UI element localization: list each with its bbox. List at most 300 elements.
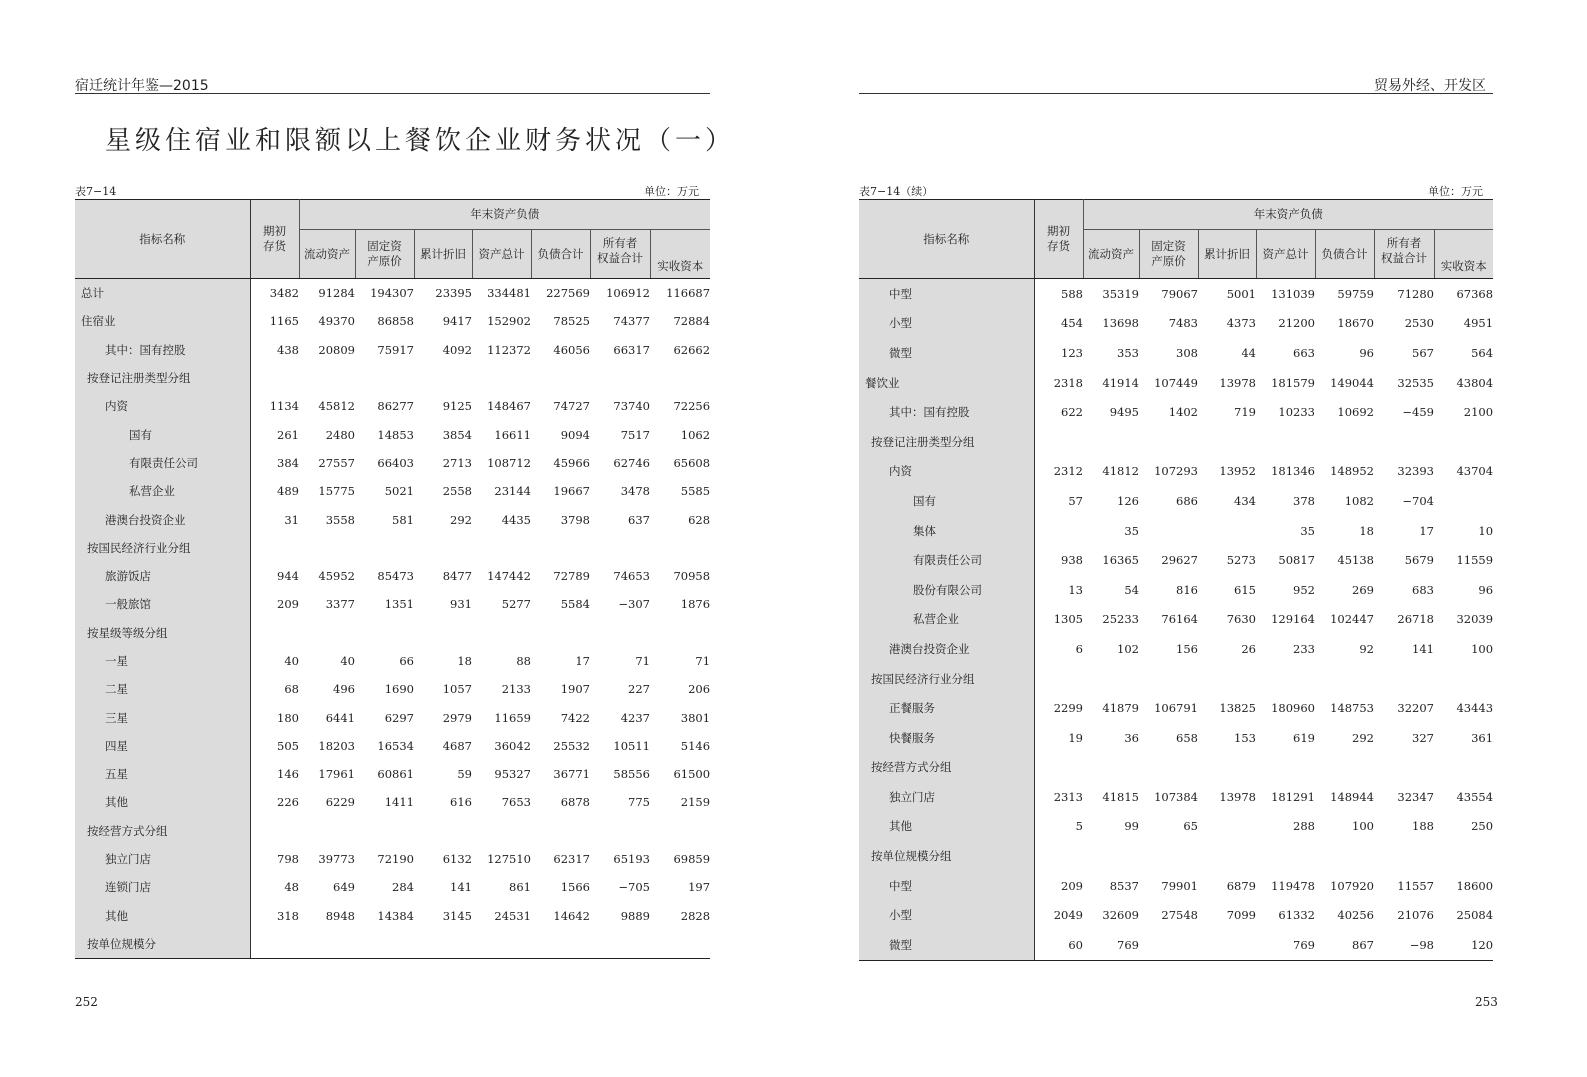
cell-value: 57	[1068, 493, 1083, 508]
cell-value: 628	[688, 512, 711, 527]
cell-value	[1374, 427, 1434, 457]
cell-value: 7653	[501, 795, 531, 810]
cell-value	[472, 817, 531, 845]
cell-value: 65	[1183, 819, 1198, 834]
cell-value	[299, 817, 355, 845]
table-body-right	[859, 279, 1493, 961]
cell-value: 35319	[1102, 286, 1139, 301]
cell-value: 91284	[318, 286, 355, 301]
col-name-header-right: 指标名称	[859, 200, 1034, 279]
page-number-left: 252	[75, 995, 98, 1009]
cell-value: 1062	[680, 427, 711, 442]
cell-value: 131039	[1271, 286, 1315, 301]
col-depr-header: 累计折旧	[414, 230, 472, 279]
row-label: 总计	[75, 279, 250, 308]
cell-value: 23144	[494, 484, 531, 499]
cell-value	[1034, 841, 1083, 871]
cell-value: 50817	[1278, 553, 1315, 568]
cell-value	[1374, 664, 1434, 694]
cell-value	[531, 534, 590, 562]
cell-value: 181291	[1271, 789, 1315, 804]
cell-value	[299, 619, 355, 647]
cell-value	[1374, 753, 1434, 783]
cell-value: 11559	[1456, 553, 1494, 568]
cell-value: −307	[618, 597, 650, 612]
row-label: 按经营方式分组	[859, 753, 1034, 783]
cell-value: 7517	[620, 427, 650, 442]
cell-value: 27557	[318, 455, 355, 470]
cell-value: 27548	[1161, 908, 1198, 923]
cell-value: 126	[1117, 493, 1139, 508]
cell-value: 17	[575, 654, 590, 668]
row-label: 三星	[75, 703, 250, 731]
cell-value: 250	[1471, 819, 1494, 834]
cell-value	[1198, 812, 1256, 842]
col-liab-header-right: 负债合计	[1315, 230, 1374, 279]
table-row	[75, 336, 710, 364]
cell-value: 9094	[560, 427, 590, 442]
cell-value: 31	[284, 512, 299, 527]
cell-value	[1198, 841, 1256, 871]
cell-value: 127510	[487, 852, 531, 867]
cell-value: 72190	[377, 852, 414, 867]
cell-value: 3482	[269, 286, 299, 301]
cell-value: 68	[284, 682, 299, 697]
cell-value: 11659	[494, 710, 531, 725]
cell-value: 39773	[318, 852, 355, 867]
cell-value: 496	[333, 682, 355, 697]
cell-value: 5679	[1404, 553, 1434, 568]
cell-value: 867	[1315, 930, 1374, 960]
cell-value: 86858	[377, 314, 414, 329]
cell-value	[414, 534, 472, 562]
cell-value: 353	[1117, 345, 1139, 360]
cell-value	[250, 364, 299, 392]
cell-value: 180960	[1271, 701, 1315, 716]
cell-value: 41815	[1102, 789, 1139, 804]
cell-value: 5277	[501, 597, 531, 612]
cell-value: 567	[1412, 345, 1434, 360]
cell-value	[1198, 930, 1256, 960]
cell-value: 21200	[1278, 316, 1315, 331]
row-label: 内资	[75, 392, 250, 420]
cell-value: 107920	[1330, 878, 1374, 893]
cell-value: 107293	[1154, 464, 1198, 479]
col-group-header-right: 年末资产负债	[1083, 200, 1493, 230]
cell-value: 16611	[494, 427, 531, 442]
cell-value: 44	[1241, 345, 1256, 360]
cell-value: 36042	[494, 738, 531, 753]
cell-value: 32609	[1102, 908, 1139, 923]
row-label: 小型	[859, 900, 1034, 930]
cell-value: 5146	[680, 738, 711, 753]
cell-value: 62746	[613, 455, 650, 470]
cell-value: 72789	[553, 569, 590, 584]
cell-value: 3478	[620, 484, 650, 499]
col-fixed-header: 固定资 产原价	[355, 230, 414, 279]
cell-value: 292	[450, 512, 472, 527]
cell-value	[472, 619, 531, 647]
cell-value: 129164	[1271, 612, 1315, 627]
cell-value: 148952	[1330, 464, 1374, 479]
cell-value	[1198, 753, 1256, 783]
cell-value: 7630	[1226, 612, 1256, 627]
cell-value: 769	[1256, 930, 1315, 960]
table-row	[75, 732, 710, 760]
right-page	[790, 0, 1587, 1077]
cell-value: 8948	[325, 908, 355, 923]
cell-value: 769	[1083, 930, 1139, 960]
cell-value: −459	[1402, 405, 1434, 420]
cell-value: 8477	[442, 569, 472, 584]
cell-value: 1165	[269, 314, 299, 329]
cell-value: 74377	[613, 314, 650, 329]
cell-value	[1315, 753, 1374, 783]
cell-value: 141	[1412, 641, 1434, 656]
row-label: 其他	[75, 902, 250, 930]
table-number-left: 表7−14	[75, 185, 117, 198]
table-row	[75, 817, 710, 845]
cell-value: 36	[1124, 730, 1139, 745]
cell-value: 54	[1124, 582, 1139, 597]
cell-value: 181346	[1271, 464, 1315, 479]
cell-value	[414, 930, 472, 959]
cell-value: 17961	[318, 767, 355, 782]
row-label: 独立门店	[859, 782, 1034, 812]
cell-value	[414, 364, 472, 392]
row-label: 按国民经济行业分组	[859, 664, 1034, 694]
cell-value: 107449	[1154, 375, 1198, 390]
cell-value: 1566	[560, 880, 590, 895]
cell-value: 619	[1293, 730, 1315, 745]
cell-value: 686	[1176, 493, 1198, 508]
cell-value	[1083, 664, 1139, 694]
cell-value: 32207	[1397, 701, 1434, 716]
cell-value: 45952	[318, 569, 355, 584]
row-label: 五星	[75, 760, 250, 788]
cell-value	[472, 534, 531, 562]
cell-value: 14642	[553, 908, 590, 923]
cell-value: 32535	[1397, 375, 1434, 390]
cell-value: 36771	[553, 767, 590, 782]
cell-value: 86277	[377, 399, 414, 414]
cell-value: 76164	[1161, 612, 1198, 627]
cell-value: 7099	[1226, 908, 1256, 923]
cell-value	[355, 817, 414, 845]
table-row	[75, 788, 710, 816]
cell-value	[1083, 753, 1139, 783]
cell-value: 4687	[442, 738, 472, 753]
table-row	[859, 753, 1493, 783]
cell-value	[250, 817, 299, 845]
cell-value: 48	[284, 880, 299, 895]
cell-value: 9125	[442, 399, 472, 414]
col-inventory-header-right: 期初 存货	[1034, 200, 1083, 279]
cell-value: 308	[1176, 345, 1198, 360]
row-label: 正餐服务	[859, 693, 1034, 723]
cell-value: 4435	[501, 512, 531, 527]
cell-value: 149044	[1330, 375, 1374, 390]
cell-value: 206	[688, 682, 711, 697]
cell-value: 61500	[673, 767, 711, 782]
table-row	[859, 279, 1493, 309]
cell-value: 1411	[384, 795, 414, 810]
cell-value: 78525	[553, 314, 590, 329]
table-row	[75, 590, 710, 618]
cell-value: 5584	[560, 597, 590, 612]
cell-value	[1256, 664, 1315, 694]
col-name-header: 指标名称	[75, 200, 250, 279]
row-label: 按星级等级分组	[75, 619, 250, 647]
cell-value: 798	[277, 852, 299, 867]
cell-value: 564	[1471, 345, 1494, 360]
cell-value	[355, 534, 414, 562]
cell-value: 816	[1176, 582, 1198, 597]
cell-value: 79901	[1161, 878, 1198, 893]
cell-value: 152902	[487, 314, 531, 329]
cell-value: 79067	[1161, 286, 1198, 301]
table-row	[75, 392, 710, 420]
cell-value: 2828	[680, 908, 711, 923]
cell-value: 100	[1471, 641, 1494, 656]
cell-value: 41914	[1102, 375, 1139, 390]
cell-value: 6879	[1226, 878, 1256, 893]
cell-value	[250, 534, 299, 562]
cell-value: 32393	[1397, 464, 1434, 479]
table-row	[859, 427, 1493, 457]
cell-value: 4373	[1226, 316, 1256, 331]
cell-value: 40	[340, 654, 355, 668]
left-page	[0, 0, 790, 1077]
cell-value: 18203	[318, 738, 355, 753]
cell-value: 18	[1359, 523, 1374, 538]
cell-value: 2159	[680, 795, 711, 810]
cell-value	[1083, 427, 1139, 457]
cell-value: 2312	[1053, 464, 1083, 479]
cell-value: 2558	[442, 484, 472, 499]
cell-value: 45966	[553, 455, 590, 470]
cell-value: 180	[277, 710, 299, 725]
cell-value: 108712	[487, 455, 531, 470]
cell-value: 1305	[1053, 612, 1083, 627]
cell-value: 18600	[1456, 878, 1494, 893]
cell-value: 10	[1478, 523, 1494, 538]
cell-value: 438	[277, 342, 299, 357]
cell-value	[1315, 427, 1374, 457]
cell-value: 233	[1293, 641, 1315, 656]
cell-value: 775	[628, 795, 650, 810]
cell-value: 59	[457, 767, 472, 782]
cell-value	[1083, 841, 1139, 871]
cell-value: 71280	[1397, 286, 1434, 301]
running-header-right: 贸易外经、开发区	[1374, 78, 1486, 94]
table-row	[859, 782, 1493, 812]
cell-value: 1907	[560, 682, 590, 697]
cell-value: 71	[695, 654, 711, 668]
col-fixed-header-right: 固定资 产原价	[1139, 230, 1198, 279]
cell-value: 25233	[1102, 612, 1139, 627]
cell-value: 156	[1176, 641, 1198, 656]
table-row	[75, 534, 710, 562]
cell-value: 658	[1176, 730, 1198, 745]
cell-value: 588	[1061, 286, 1083, 301]
cell-value: 194307	[370, 286, 414, 301]
table-row	[75, 307, 710, 335]
cell-value: 1690	[384, 682, 414, 697]
cell-value: 73740	[613, 399, 650, 414]
cell-value: 3798	[560, 512, 590, 527]
cell-value	[1034, 427, 1083, 457]
row-label: 微型	[859, 338, 1034, 368]
cell-value: 21076	[1397, 908, 1434, 923]
cell-value: 2049	[1053, 908, 1083, 923]
cell-value: 13698	[1102, 316, 1139, 331]
cell-value: 106912	[606, 286, 650, 301]
cell-value: 18	[457, 654, 472, 668]
cell-value: 489	[277, 484, 299, 499]
row-label: 中型	[859, 871, 1034, 901]
cell-value: 1082	[1344, 493, 1374, 508]
col-assets-header-right: 资产总计	[1256, 230, 1315, 279]
cell-value	[1434, 664, 1493, 694]
table-row	[859, 516, 1493, 546]
col-equity-header-right: 所有者 权益合计	[1374, 230, 1434, 279]
cell-value: 944	[277, 569, 299, 584]
row-label: 内资	[859, 457, 1034, 487]
cell-value: 24531	[494, 908, 531, 923]
cell-value: 119478	[1271, 878, 1315, 893]
cell-value: 361	[1471, 730, 1494, 745]
cell-value: 41812	[1102, 464, 1139, 479]
cell-value	[355, 364, 414, 392]
cell-value: 2318	[1053, 375, 1083, 390]
cell-value: 9495	[1109, 405, 1139, 420]
cell-value: 615	[1234, 582, 1256, 597]
cell-value: 2480	[325, 427, 355, 442]
cell-value: 11557	[1397, 878, 1434, 893]
cell-value: 62317	[553, 852, 590, 867]
cell-value: 181579	[1271, 375, 1315, 390]
cell-value: 148753	[1330, 701, 1374, 716]
cell-value: 334481	[487, 286, 531, 301]
cell-value	[414, 817, 472, 845]
cell-value: 100	[1352, 819, 1374, 834]
cell-value: 35	[1300, 523, 1315, 538]
cell-value: 19667	[553, 484, 590, 499]
cell-value: 85473	[377, 569, 414, 584]
row-label: 国有	[859, 486, 1034, 516]
cell-value: 663	[1293, 345, 1315, 360]
cell-value: 209	[1061, 878, 1083, 893]
table-row	[859, 871, 1493, 901]
cell-value: 58556	[613, 767, 650, 782]
cell-value: 45138	[1337, 553, 1374, 568]
cell-value: 318	[277, 908, 299, 923]
table-row	[75, 760, 710, 788]
cell-value	[299, 364, 355, 392]
table-row	[859, 812, 1493, 842]
row-label: 按登记注册类型分组	[859, 427, 1034, 457]
cell-value: 384	[277, 455, 299, 470]
table-row	[75, 364, 710, 392]
cell-value	[1139, 516, 1198, 546]
cell-value: 5273	[1226, 553, 1256, 568]
cell-value	[355, 930, 414, 959]
cell-value	[1139, 753, 1198, 783]
cell-value: 15775	[318, 484, 355, 499]
cell-value	[1256, 753, 1315, 783]
cell-value	[650, 930, 710, 959]
cell-value: 16365	[1102, 553, 1139, 568]
cell-value	[531, 930, 590, 959]
col-inventory-header: 期初 存货	[250, 200, 299, 279]
cell-value	[1434, 427, 1493, 457]
row-label: 按单位规模分组	[859, 841, 1034, 871]
cell-value	[250, 619, 299, 647]
cell-value: 3801	[680, 710, 711, 725]
cell-value	[250, 930, 299, 959]
row-label: 港澳台投资企业	[75, 505, 250, 533]
row-label: 按登记注册类型分组	[75, 364, 250, 392]
cell-value	[299, 534, 355, 562]
row-label: 私营企业	[859, 605, 1034, 635]
row-label: 按国民经济行业分组	[75, 534, 250, 562]
row-label: 其中：国有控股	[859, 397, 1034, 427]
cell-value: 292	[1352, 730, 1374, 745]
cell-value: 2299	[1053, 701, 1083, 716]
cell-value: 2713	[442, 455, 472, 470]
cell-value: 102	[1117, 641, 1139, 656]
running-header-left: 宿迁统计年鉴—2015	[75, 78, 209, 94]
cell-value: 454	[1061, 316, 1083, 331]
cell-value	[1198, 664, 1256, 694]
cell-value: 10511	[613, 738, 650, 753]
table-number-right: 表7−14（续）	[859, 185, 934, 198]
cell-value: 6441	[325, 710, 355, 725]
row-label: 一星	[75, 647, 250, 675]
table-row	[859, 605, 1493, 635]
cell-value: 2313	[1053, 789, 1083, 804]
cell-value: 120	[1434, 930, 1493, 960]
cell-value: 6	[1075, 641, 1083, 656]
table-row	[75, 562, 710, 590]
table-row	[859, 309, 1493, 339]
cell-value: 40256	[1337, 908, 1374, 923]
table-row	[859, 457, 1493, 487]
cell-value: 209	[277, 597, 299, 612]
cell-value: 13	[1068, 582, 1083, 597]
row-label: 国有	[75, 420, 250, 448]
cell-value: 5001	[1226, 286, 1256, 301]
cell-value	[1374, 841, 1434, 871]
cell-value: 13825	[1219, 701, 1256, 716]
cell-value: 32039	[1456, 612, 1494, 627]
cell-value: 96	[1478, 582, 1494, 597]
cell-value: 3377	[325, 597, 355, 612]
cell-value	[650, 817, 710, 845]
cell-value: 60	[1034, 930, 1083, 960]
cell-value	[650, 619, 710, 647]
cell-value: 284	[392, 880, 414, 895]
cell-value: 71	[635, 654, 650, 668]
row-label: 其他	[859, 812, 1034, 842]
cell-value	[1034, 664, 1083, 694]
cell-value: 147442	[487, 569, 531, 584]
cell-value: 2530	[1404, 316, 1434, 331]
cell-value: 1876	[680, 597, 711, 612]
cell-value	[1139, 930, 1198, 960]
cell-value: 75917	[377, 342, 414, 357]
